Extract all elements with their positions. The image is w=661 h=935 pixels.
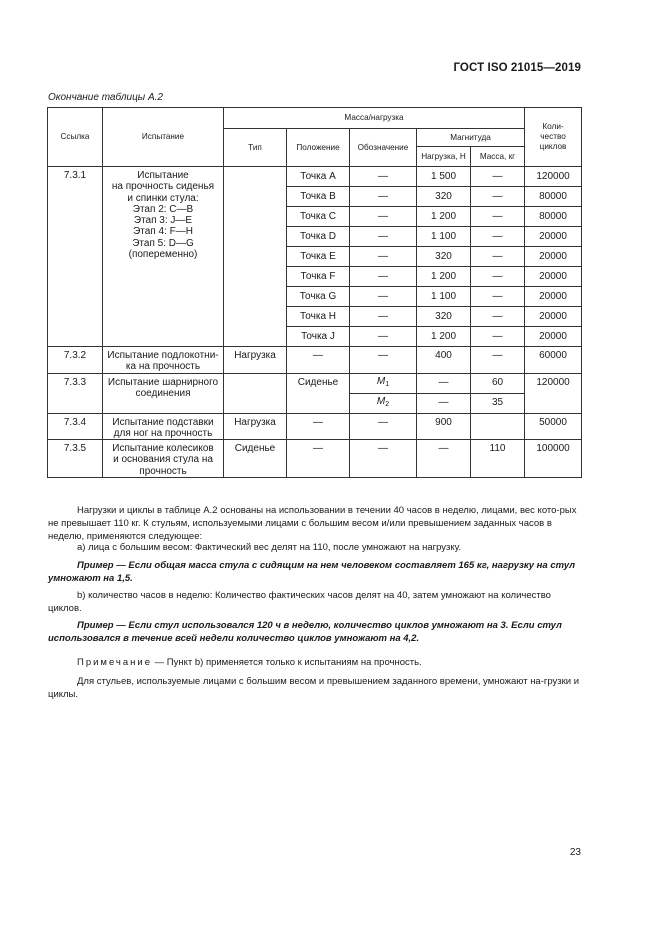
mass-cell: — (471, 187, 525, 207)
load-cell: 1 100 (417, 227, 471, 247)
mass-cell: — (471, 247, 525, 267)
mass-cell: 60 (471, 373, 525, 393)
type-cell: Нагрузка (224, 413, 287, 440)
mass-cell: — (471, 287, 525, 307)
table-row (48, 167, 582, 187)
position-cell: — (287, 440, 350, 478)
position-cell: — (287, 413, 350, 440)
header-magnitude: Магнитуда (417, 129, 525, 147)
position-cell: Точка D (287, 227, 350, 247)
designation-cell: — (350, 347, 417, 374)
header-mass-load: Масса/нагрузка (224, 108, 525, 129)
cycles-cell: 20000 (525, 247, 582, 267)
cycles-cell: 80000 (525, 187, 582, 207)
table-row (48, 373, 582, 393)
header-type: Тип (224, 129, 287, 167)
load-cell: 1 500 (417, 167, 471, 187)
note-text: — Пункт b) применяется только к испытаниям на прочность. (152, 657, 422, 668)
load-cell: 400 (417, 347, 471, 374)
test-cell: Испытание шарнирного соединения (103, 373, 224, 413)
position-cell: Точка J (287, 327, 350, 347)
table-row (48, 440, 582, 478)
header-count: Коли- чество циклов (525, 108, 582, 167)
header-load-n: Нагрузка, Н (417, 147, 471, 167)
header-designation: Обозначение (350, 129, 417, 167)
load-cell: — (417, 440, 471, 478)
cycles-cell: 120000 (525, 373, 582, 413)
load-cell: 1 200 (417, 267, 471, 287)
mass-cell: — (471, 267, 525, 287)
cycles-cell: 120000 (525, 167, 582, 187)
cycles-cell: 20000 (525, 307, 582, 327)
load-cell: 1 200 (417, 207, 471, 227)
mass-cell: — (471, 327, 525, 347)
position-cell: Точка A (287, 167, 350, 187)
load-cell: 1 200 (417, 327, 471, 347)
note (77, 657, 582, 670)
cycles-cell: 50000 (525, 413, 582, 440)
position-cell: Точка F (287, 267, 350, 287)
load-cell: 1 100 (417, 287, 471, 307)
test-cell: Испытание колесиков и основания стула на прочность (103, 440, 224, 478)
cycles-cell: 60000 (525, 347, 582, 374)
mass-cell: — (471, 307, 525, 327)
ref-cell: 7.3.4 (48, 413, 103, 440)
mass-cell: 110 (471, 440, 525, 478)
position-cell: Точка C (287, 207, 350, 227)
data-table (47, 107, 582, 478)
designation-cell: — (350, 307, 417, 327)
paragraph-last: Для стульев, используемые лицами с большим весом и превышением заданного времени, умножают на-грузки и циклы. (48, 676, 580, 700)
designation-cell: — (350, 187, 417, 207)
position-cell: — (287, 347, 350, 374)
ref-cell: 7.3.1 (48, 167, 103, 347)
designation-cell: — (350, 287, 417, 307)
example-2: Пример — Если стул использовался 120 ч в неделю, количество циклов умножают на 3. Если стул использовался в течение всей недели количество циклов умножают на 4,2. (48, 620, 562, 644)
load-cell: — (417, 393, 471, 413)
load-cell: 320 (417, 307, 471, 327)
position-cell: Точка B (287, 187, 350, 207)
mass-cell: 35 (471, 393, 525, 413)
cycles-cell: 20000 (525, 227, 582, 247)
page-number: 23 (569, 847, 581, 858)
designation-cell: — (350, 227, 417, 247)
test-cell: Испытание на прочность сиденья и спинки стула: Этап 2: С—В Этап 3: J—Е Этап 4: F—H Этап 5: D—G (попеременно) (103, 167, 224, 347)
load-cell: 320 (417, 187, 471, 207)
designation-cell: — (350, 267, 417, 287)
note-label: Примечание (77, 657, 152, 668)
test-cell: Испытание подлокотни- ка на прочность (103, 347, 224, 374)
load-cell: 900 (417, 413, 471, 440)
designation-cell: — (350, 247, 417, 267)
designation-cell: — (350, 327, 417, 347)
test-cell: Испытание подставки для ног на прочность (103, 413, 224, 440)
paragraph-intro: Нагрузки и циклы в таблице А.2 основаны на использовании в течении 40 часов в неделю, лицами, вес кото-рых не превышает 110 кг. К стульям, используемыми лицами с большим весом и/или превышением заданных часов в неделю, применяются следующее: (48, 505, 577, 542)
load-cell: 320 (417, 247, 471, 267)
table-row (48, 413, 582, 440)
header-ref: Ссылка (48, 108, 103, 167)
cycles-cell: 20000 (525, 287, 582, 307)
document-header: ГОСТ ISO 21015—2019 (453, 62, 581, 74)
designation-cell: — (350, 207, 417, 227)
header-mass-kg: Масса, кг (471, 147, 525, 167)
cycles-cell: 100000 (525, 440, 582, 478)
cycles-cell: 20000 (525, 267, 582, 287)
ref-cell: 7.3.3 (48, 373, 103, 413)
cycles-cell: 80000 (525, 207, 582, 227)
designation-cell: — (350, 413, 417, 440)
type-cell: Нагрузка (224, 347, 287, 374)
header-position: Положение (287, 129, 350, 167)
table-caption: Окончание таблицы А.2 (48, 92, 163, 103)
example-1: Пример — Если общая масса стула с сидящим на нем человеком составляет 165 кг, нагрузку на стул умножают на 1,5. (48, 560, 576, 584)
mass-cell: — (471, 347, 525, 374)
mass-cell: — (471, 207, 525, 227)
header-test: Испытание (103, 108, 224, 167)
load-cell: — (417, 373, 471, 393)
position-cell: Точка E (287, 247, 350, 267)
designation-cell: $M_1$ (350, 373, 417, 393)
cycles-cell: 20000 (525, 327, 582, 347)
mass-cell: — (471, 167, 525, 187)
designation-cell: $M_2$ (350, 393, 417, 413)
designation-cell: — (350, 167, 417, 187)
position-cell: Точка G (287, 287, 350, 307)
position-cell: Точка H (287, 307, 350, 327)
position-cell: Сиденье (287, 373, 350, 413)
paragraph-item-a: а) лица с большим весом: Фактический вес делят на 110, после умножают на нагрузку. (77, 542, 462, 553)
table-row (48, 347, 582, 374)
designation-cell: — (350, 440, 417, 478)
type-cell (224, 167, 287, 347)
ref-cell: 7.3.2 (48, 347, 103, 374)
mass-cell (471, 413, 525, 440)
type-cell: Сиденье (224, 440, 287, 478)
type-cell (224, 373, 287, 413)
paragraph-item-b: b) количество часов в неделю: Количество фактических часов делят на 40, затем умножают на количество циклов. (48, 590, 551, 614)
mass-cell: — (471, 227, 525, 247)
ref-cell: 7.3.5 (48, 440, 103, 478)
